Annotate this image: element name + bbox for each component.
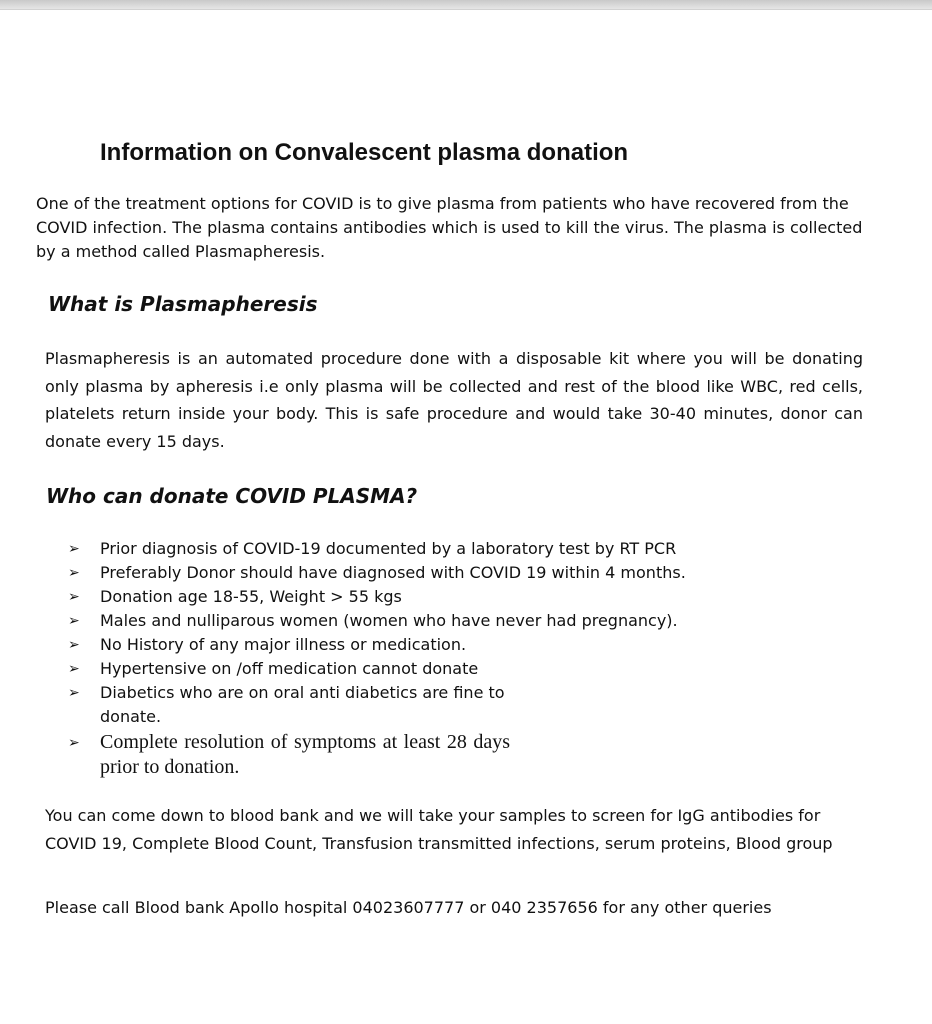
plasmapheresis-heading: What is Plasmapheresis [48,292,318,316]
list-item [66,730,706,780]
list-item-text: Diabetics who are on oral anti diabetics are fine to donate. [100,683,505,726]
eligibility-heading: Who can donate COVID PLASMA? [46,484,418,508]
eligibility-list [66,537,706,780]
list-item [66,537,706,561]
arrow-bullet-icon: ➢ [68,565,80,581]
list-item-text: No History of any major illness or medication. [100,635,467,654]
list-item-text: Preferably Donor should have diagnosed with COVID 19 within 4 months. [100,563,686,582]
list-item-text: Hypertensive on /off medication cannot donate [100,659,479,678]
list-item-text: Prior diagnosis of COVID-19 documented by a laboratory test by RT PCR [100,539,677,558]
window-top-bar [0,0,932,10]
list-item-text: Donation age 18-55, Weight > 55 kgs [100,587,402,606]
list-item [66,561,706,585]
arrow-bullet-icon: ➢ [68,661,80,677]
list-item [66,657,706,681]
arrow-bullet-icon: ➢ [68,589,80,605]
arrow-bullet-icon: ➢ [68,685,80,701]
list-item [66,609,706,633]
list-item [66,681,706,729]
plasmapheresis-paragraph: Plasmapheresis is an automated procedure done with a disposable kit where you will be donating only plasma by apheresis i.e only plasma will be collected and rest of the blood like WBC, red cells, platelets return inside your body. This is safe procedure and would take 30-40 minutes, donor can donate every 15 days. [45,349,863,451]
arrow-bullet-icon: ➢ [68,541,80,557]
intro-paragraph: One of the treatment options for COVID is to give plasma from patients who have recovered from the COVID infection. The plasma contains antibodies which is used to kill the virus. The plasma is collected by a method called Plasmapheresis. [36,194,863,261]
document-title: Information on Convalescent plasma donation [100,139,629,166]
arrow-bullet-icon: ➢ [68,735,80,751]
arrow-bullet-icon: ➢ [68,637,80,653]
contact-paragraph: Please call Blood bank Apollo hospital 04023607777 or 040 2357656 for any other queries [45,898,772,917]
list-item-text: Complete resolution of symptoms at least 28 days prior to donation. [100,731,510,778]
list-item [66,585,706,609]
list-item-text: Males and nulliparous women (women who have never had pregnancy). [100,611,678,630]
arrow-bullet-icon: ➢ [68,613,80,629]
screening-paragraph: You can come down to blood bank and we will take your samples to screen for IgG antibodies for COVID 19, Complete Blood Count, Transfusion transmitted infections, serum proteins, Blood group [45,806,833,853]
list-item [66,633,706,657]
